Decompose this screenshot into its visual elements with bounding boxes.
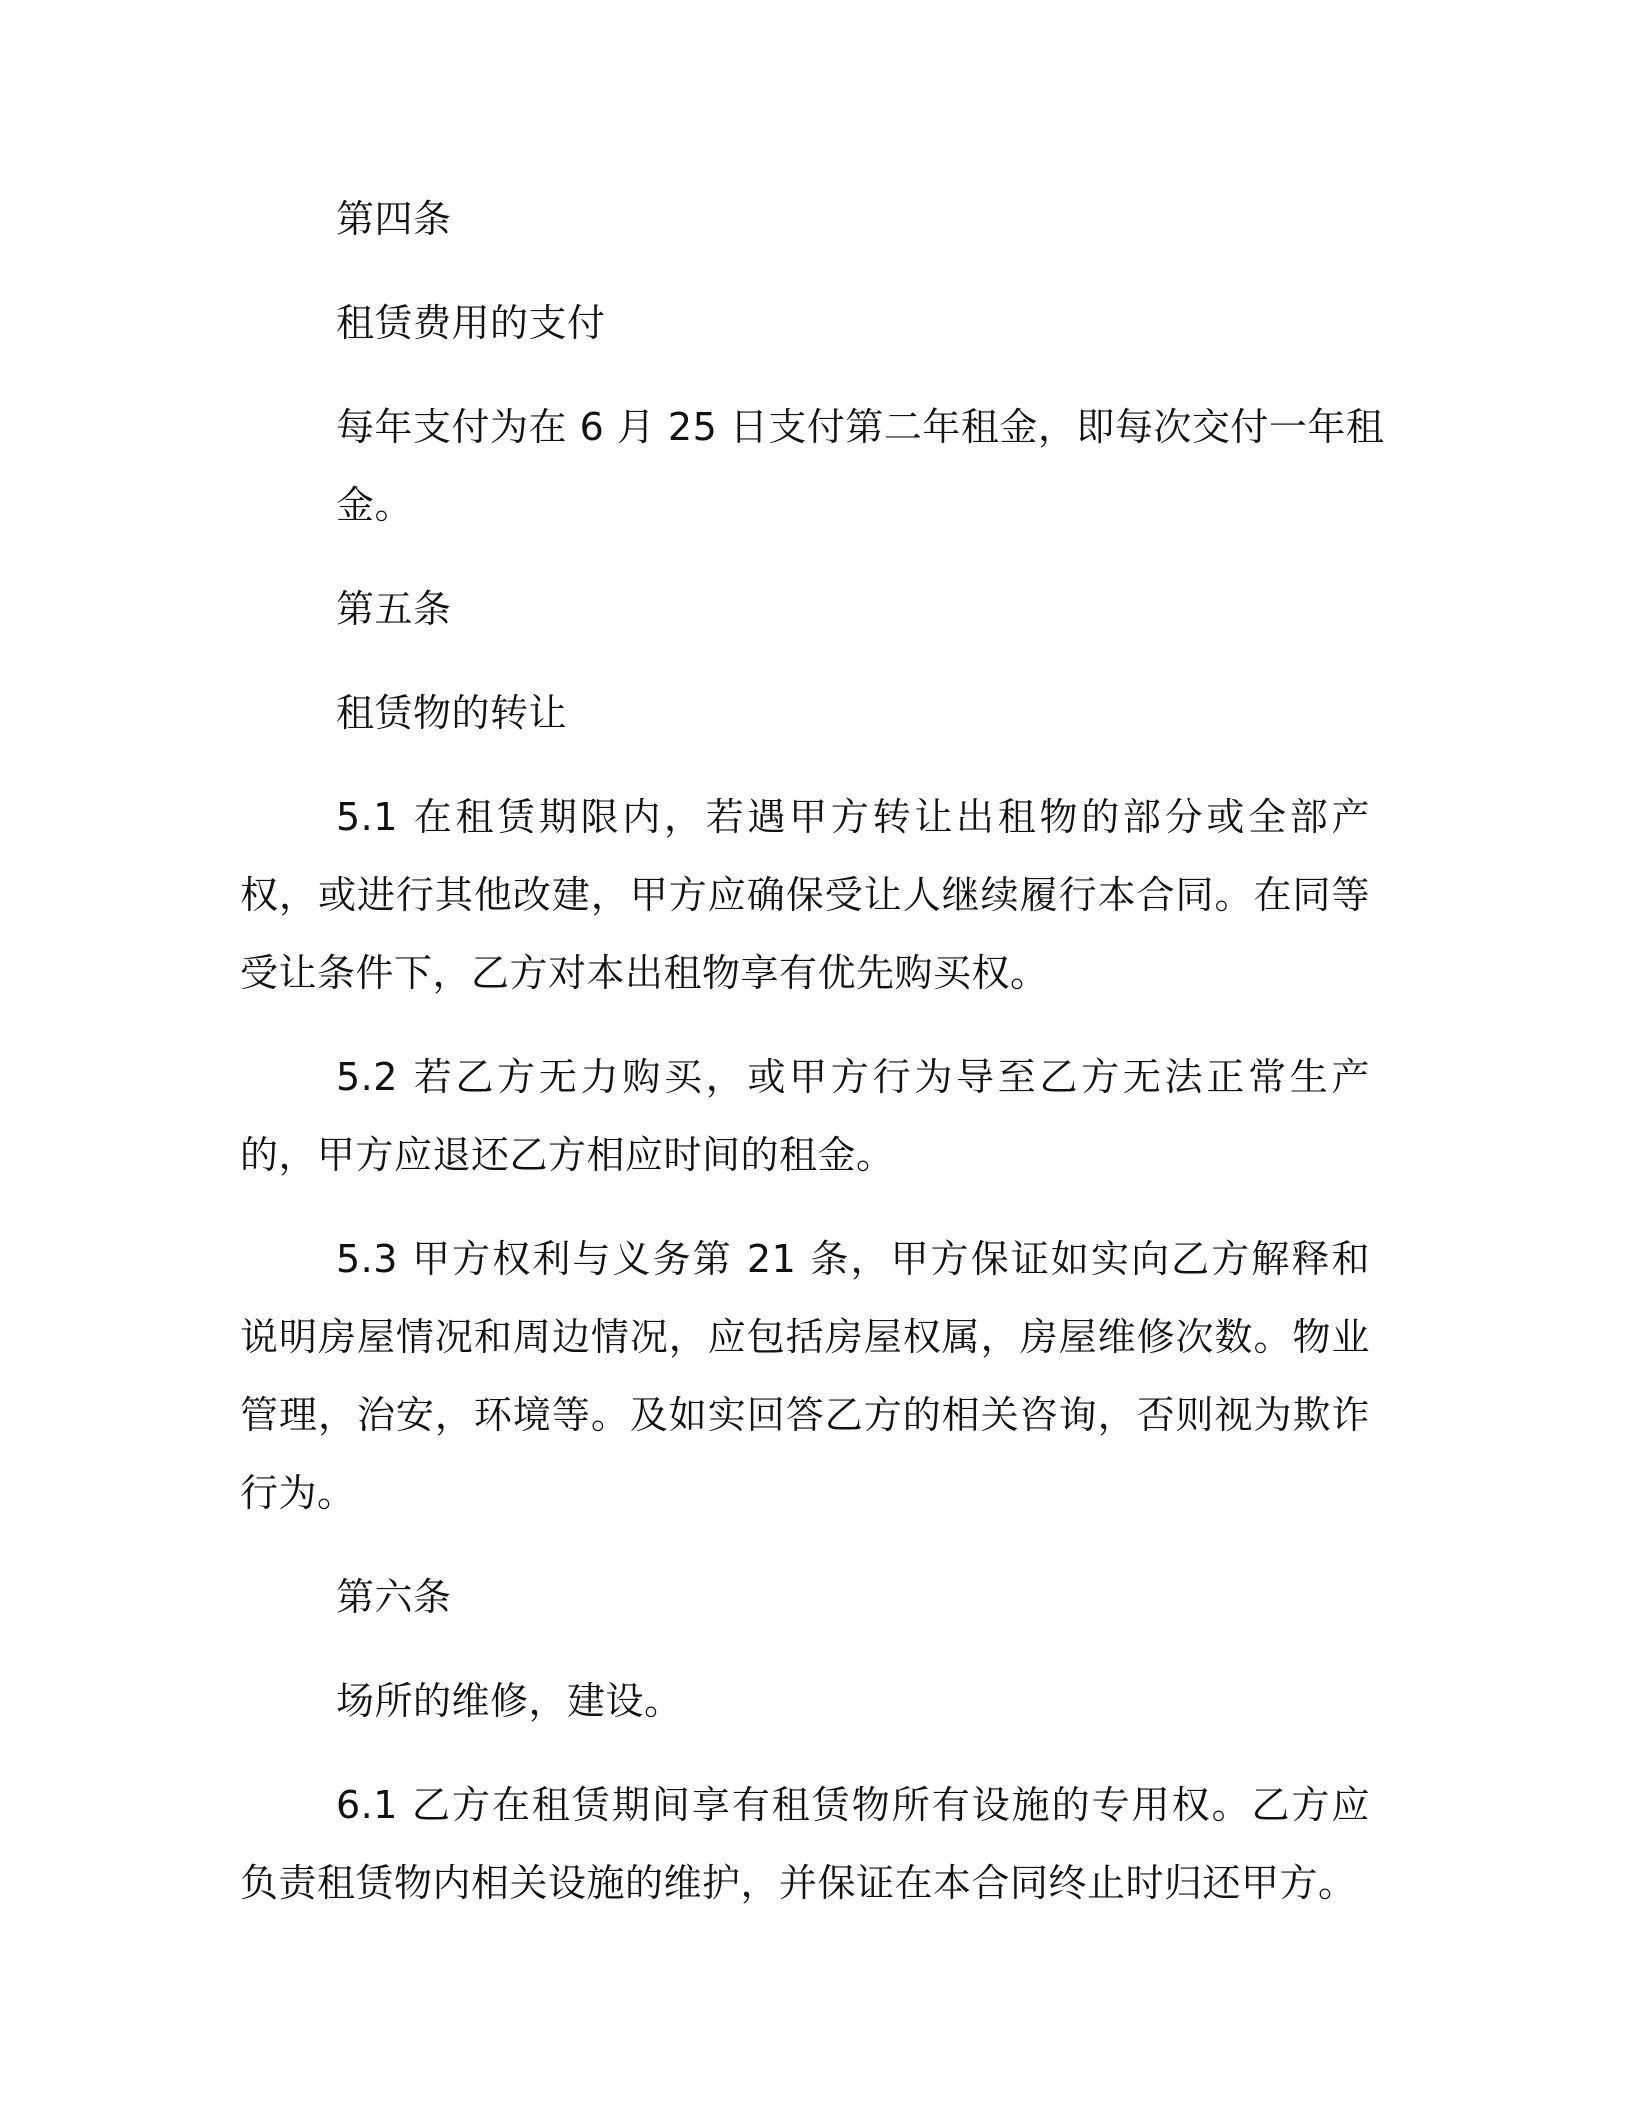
article-5-3-paragraph: 5.3 甲方权利与义务第 21 条，甲方保证如实向乙方解释和说明房屋情况和周边情况，应包括房屋权属，房屋维修次数。物业管理，治安，环境等。及如实回答乙方的相关咨询，否则视为欺诈行为。: [240, 1237, 1370, 1515]
article-4-text: 每年支付为在 6 月 25 日支付第二年租金，即每次交付一年租金。: [336, 405, 1385, 527]
article-5-2-paragraph: 5.2 若乙方无力购买，或甲方行为导至乙方无法正常生产的，甲方应退还乙方相应时间的租金。: [240, 1055, 1370, 1177]
article-6-title: 场所的维修，建设。: [336, 1679, 683, 1723]
article-6-heading: 第六条: [336, 1575, 452, 1619]
document-body: [240, 180, 1400, 1948]
article-4-title: 租赁费用的支付: [336, 301, 606, 345]
article-5-1-paragraph: 5.1 在租赁期限内，若遇甲方转让出租物的部分或全部产权，或进行其他改建，甲方应确保受让人继续履行本合同。在同等受让条件下，乙方对本出租物享有优先购买权。: [240, 795, 1370, 995]
article-6-1-paragraph: 6.1 乙方在租赁期间享有租赁物所有设施的专用权。乙方应负责租赁物内相关设施的维护，并保证在本合同终止时归还甲方。: [240, 1783, 1370, 1905]
article-4-heading: 第四条: [336, 197, 452, 241]
article-5-heading: 第五条: [336, 587, 452, 631]
article-5-title: 租赁物的转让: [336, 691, 568, 735]
